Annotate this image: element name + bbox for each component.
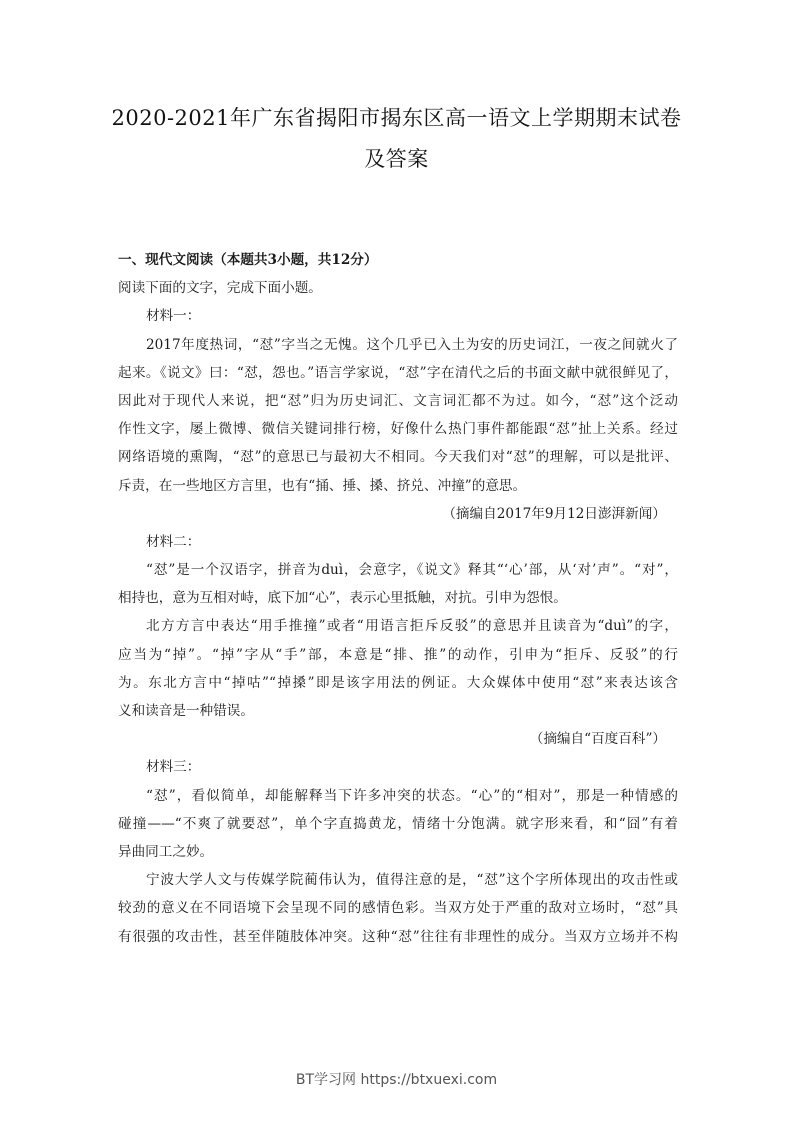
material1-line: 斥责，在一些地区方言里，也有“捅、捶、搡、挤兑、冲撞”的意思。	[118, 477, 527, 494]
material3-line: 宁波大学人文与传媒学院蔺伟认为，值得注意的是，“怼”这个字所体现出的攻击性或	[146, 872, 678, 889]
material1-line: 起来。《说文》曰：“怼，怨也。”语言学家说，“怼”字在清代之后的书面文献中就很鲜见了，	[118, 364, 678, 381]
material2-line: 为。东北方言中“掉咕”“掉搡”即是该字用法的例证。大众媒体中使用“怼”来表达该含	[118, 674, 678, 691]
material2-line: “怼”是一个汉语字，拼音为duì，会意字，《说文》释其“‘心’部，从‘对’声”。“对”，	[146, 562, 678, 579]
material3-line: 有很强的攻击性，甚至伴随肢体冲突。这种“怼”往往有非理性的成分。当双方立场并不构	[118, 928, 678, 945]
document-body	[118, 246, 678, 951]
material1-source: （摘编自2017年9月12日澎湃新闻）	[442, 505, 666, 522]
material2-line: 相持也，意为互相对峙，底下加“心”，表示心里抵触，对抗。引申为怨恨。	[118, 590, 567, 607]
material2-line: 北方方言中表达“用手推撞”或者“用语言拒斥反驳”的意思并且读音为“duì”的字，	[146, 618, 678, 635]
material1-line: 因此对于现代人来说，把“怼”归为历史词汇、文言词汇都不为过。如今，“怼”这个泛动	[118, 392, 678, 409]
material1-line: 作性文字，屡上微博、微信关键词排行榜，好像什么热门事件都能跟“怼”扯上关系。经过	[118, 421, 678, 438]
material1-line: 2017年度热词，“怼”字当之无愧。这个几乎已入土为安的历史词江，一夜之间就火了	[146, 336, 678, 353]
section-heading: 一、现代文阅读（本题共3小题，共12分）	[118, 252, 378, 268]
document-title-line2: 及答案	[364, 147, 429, 171]
instruction-text: 阅读下面的文字，完成下面小题。	[118, 280, 322, 297]
material1-label: 材料一：	[146, 308, 201, 325]
material1-line: 网络语境的熏陶，“怼”的意思已与最初大不相同。今天我们对“怼”的理解，可以是批评、	[118, 449, 678, 466]
material3-label: 材料三：	[146, 759, 201, 776]
material2-line: 义和读音是一种错误。	[118, 703, 254, 719]
material3-line: 碰撞——“不爽了就要怼”，单个字直捣黄龙，情绪十分饱满。就字形来看，和“囧”有着	[118, 815, 678, 832]
material3-line: “怼”，看似简单，却能解释当下许多冲突的状态。“心”的“相对”，那是一种情感的	[146, 787, 678, 804]
material2-source: （摘编自“百度百科”）	[529, 731, 666, 748]
material2-line: 应当为“掉”。“掉”字从“手”部，本意是“排、推”的动作，引申为“拒斥、反驳”的行	[118, 646, 678, 663]
material3-line: 异曲同工之妙。	[118, 843, 214, 860]
material3-line: 较劲的意义在不同语境下会呈现不同的感情色彩。当双方处于严重的敌对立场时，“怼”具	[118, 900, 678, 917]
document-title-line1: 2020-2021年广东省揭阳市揭东区高一语文上学期期末试卷	[111, 106, 682, 130]
watermark-footer: BT学习网 https://btxuexi.com	[295, 1072, 498, 1088]
material2-label: 材料二：	[146, 533, 201, 550]
